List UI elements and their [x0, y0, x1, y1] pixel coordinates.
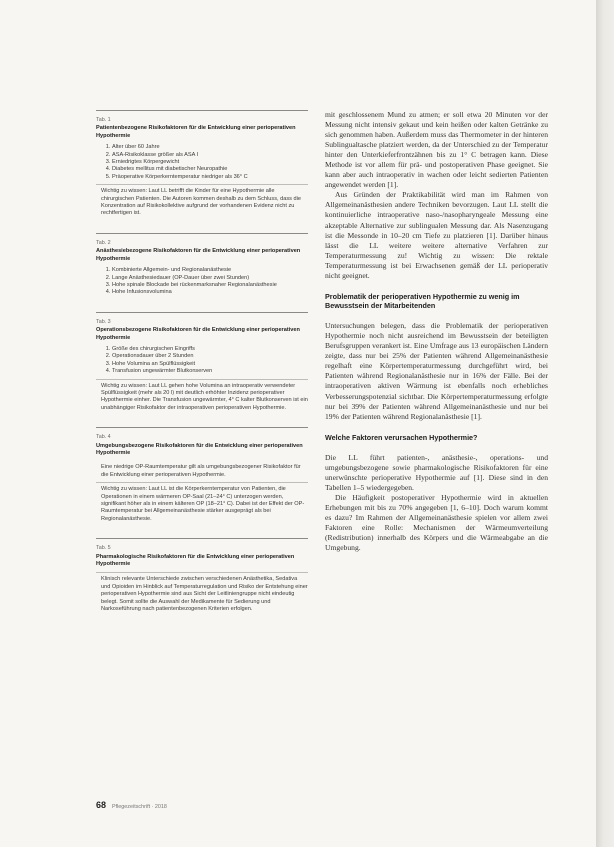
table-number: Tab. 5	[96, 545, 111, 552]
table-note: Wichtig zu wissen: Laut LL betrifft die Kinder für eine Hypothermie alle chirurgischen Patienten. Die Autoren kommen deshalb zu dem Schluss, dass die Konzentration auf Risikokollektive aufgrund der vorhandenen Evidenz nicht zu rechtfertigen ist.	[96, 184, 308, 218]
tables-column	[96, 110, 308, 629]
list-item: 2. Operationsdauer über 2 Stunden	[112, 353, 308, 360]
list-item: 4. Diabetes mellitus mit diabetischer Neuropathie	[112, 166, 308, 173]
table-title: Operationsbezogene Risikofaktoren für die Entwicklung einer perioperativen Hypothermie	[96, 327, 300, 341]
table-title: Anästhesiebezogene Risikofaktoren für die Entwicklung einer perioperativen Hypothermie	[96, 248, 301, 262]
list-item: 3. Hohe spinale Blockade bei rückenmarksnaher Regionalanästhesie	[112, 282, 308, 289]
table-note: Eine niedrige OP-Raumtemperatur gilt als umgebungsbezogener Risikofaktor für die Entwicklung einer perioperativen Hypothermie.	[101, 464, 301, 478]
table-2	[96, 233, 308, 302]
section-heading: Welche Faktoren verursachen Hypothermie?	[325, 432, 478, 442]
page-footer	[96, 800, 548, 810]
table-note: Wichtig zu wissen: Laut LL gehen hohe Volumina an intraoperativ verwendeter Spülflüssigkeit (mehr als 20 l) mit deutlich erhöhter Inzidenz perioperativer Hypothermie einher. Die Transfusion ungewärmter, 4° C kalter Blutkonserven ist ein unabhängiger Risikofaktor der intraoperativen perioperativen Hypothermie.	[96, 379, 308, 413]
list-item: 4. Transfusion ungewärmter Blutkonserven	[112, 368, 308, 375]
section-heading: Problematik der perioperativen Hypothermie zu wenig im Bewusstsein der Mitarbeitenden	[325, 291, 520, 310]
table-3	[96, 312, 308, 417]
table-title: Umgebungsbezogene Risikofaktoren für die Entwicklung einer perioperativen Hypothermie	[96, 442, 303, 456]
risk-list	[106, 267, 308, 297]
body-paragraph: mit geschlossenem Mund zu atmen; er soll etwa 20 Minuten vor der Messung nicht intensiv gekaut und kein heißen oder kalten Getränke zu sich genommen haben. Außerdem muss das Thermometer in der hinteren Sublingualtasche platziert werden, da der Unterschied zu der Temperatur hinter den Unterkieferfrontzähnen bis zu 1° C betragen kann. Diese Methode ist vor allem für prä- und postoperativen Phase geeignet. Sie kann aber auch intraoperativ in wachen oder leicht sedierten Patienten angewendet werden [1].	[325, 110, 548, 190]
list-item: 1. Größe des chirurgischen Eingriffs	[112, 346, 308, 353]
list-item: 5. Präoperative Körperkerntemperatur niedriger als 36° C	[112, 174, 308, 181]
journal-name: Pflegezeitschrift · 2018	[112, 804, 167, 810]
table-number: Tab. 3	[96, 318, 111, 325]
list-item: 4. Hohe Infusionsvolumina	[112, 289, 308, 296]
list-item: 3. Erniedrigtes Körpergewicht	[112, 159, 308, 166]
list-item: 2. Lange Anästhesiedauer (OP-Dauer über zwei Stunden)	[112, 275, 308, 282]
table-1	[96, 110, 308, 223]
list-item: 3. Hohe Volumina an Spülflüssigkeit	[112, 361, 308, 368]
body-paragraph: Untersuchungen belegen, dass die Problematik der perioperativen Hypothermie noch nicht ausreichend im Bewusstsein der beteiligten Berufsgruppen verankert ist. Eine Umfrage aus 13 europäischen Ländern zeigte, dass nur bei 25% der Patienten während Allgemeinanästhesie regelhaft eine Körpertemperaturmessung durchgeführt wird, bei Patienten während Regionalanästhesie nur in 16% der Fälle. Bei der intraoperativen aktiven Wärmung ist ebenfalls noch erhebliches Verbesserungspotenzial sichtbar. Die Körpertemperaturmessung erfolgte nur bei 39% der Patienten während Allgemeinanästhesie und nur bei 19% der Patienten während Regionalanästhesie [1].	[325, 321, 548, 421]
body-paragraph: Aus Gründen der Praktikabilität wird man im Rahmen von Allgemeinanästhesien andere Techniken bevorzugen. Laut LL stellt die kontinuierliche intraoperative naso-/nasopharyngeale Messung eine akzeptable Alternative zur sublingualen Messung dar. Als Nasenzugang ist die Messonde in 10–20 cm Tiefe zu platzieren [1]. Darüber hinaus lässt die LL weitere weitere alternative Verfahren zur Temperaturmessung zu! Wichtig zu wissen: Die rektale Temperaturmessung ist bei Erwachsenen gemäß der LL perioperativ nicht geeignet.	[325, 190, 548, 280]
list-item: 2. ASA-Risikoklasse größer als ASA I	[112, 152, 308, 159]
body-paragraph: Die Häufigkeit postoperativer Hypothermie wird in aktuellen Erhebungen mit bis zu 70% angegeben [1, 6–10]. Doch warum kommt es dazu? Im Rahmen der Allgemeinanästhesie spielen vor allem zwei Faktoren eine Rolle: Mechanismen der Wärmeumverteilung (Redistribution) innerhalb des Körpers und die Wärmeabgabe an die Umgebung.	[325, 493, 548, 553]
table-title: Patientenbezogene Risikofaktoren für die Entwicklung einer perioperativen Hypothermie	[96, 125, 296, 139]
article-text-column	[325, 110, 548, 553]
binding-edge	[596, 0, 614, 847]
list-item: 1. Alter über 60 Jahre	[112, 144, 308, 151]
risk-list	[106, 144, 308, 181]
table-title: Pharmakologische Risikofaktoren für die Entwicklung einer perioperativen Hypothermie	[96, 553, 295, 568]
risk-list	[106, 346, 308, 376]
table-number: Tab. 4	[96, 434, 111, 441]
table-4	[96, 427, 308, 528]
table-note: Wichtig zu wissen: Laut LL ist die Körperkerntemperatur von Patienten, die Operationen in einem wärmeren OP-Saal (21–24° C) unterzogen werden, signifikant höher als in einem kälteren OP (18–21° C). Dabei ist der Effekt der OP-Raumtemperatur bei Allgemeinanästhesie stärker ausgeprägt als bei Regionalanästhesie.	[96, 482, 308, 523]
table-note: Klinisch relevante Unterschiede zwischen verschiedenen Anästhetika, Sedativa und Opioiden im Hinblick auf Temperaturregulation und Risiko der Entstehung einer perioperativen Hypothermie sind aus Sicht der Leitliniengruppe nicht eindeutig belegt. Somit sollte die Auswahl der Medikamente für Sedierung und Narkoseführung nach patientenbezogenen Kriterien erfolgen.	[96, 572, 308, 613]
table-number: Tab. 1	[96, 117, 111, 123]
list-item: 1. Kombinierte Allgemein- und Regionalanästhesie	[112, 267, 308, 274]
page-number: 68	[96, 800, 107, 810]
table-number: Tab. 2	[96, 239, 111, 246]
body-paragraph: Die LL führt patienten-, anästhesie-, operations- und umgebungsbezogene sowie pharmakologische Risikofaktoren für eine unerwünschte perioperative Hypothermie auf [1]. Diese sind in den Tabellen 1–5 wiedergegeben.	[325, 452, 548, 493]
table-5	[96, 538, 308, 618]
